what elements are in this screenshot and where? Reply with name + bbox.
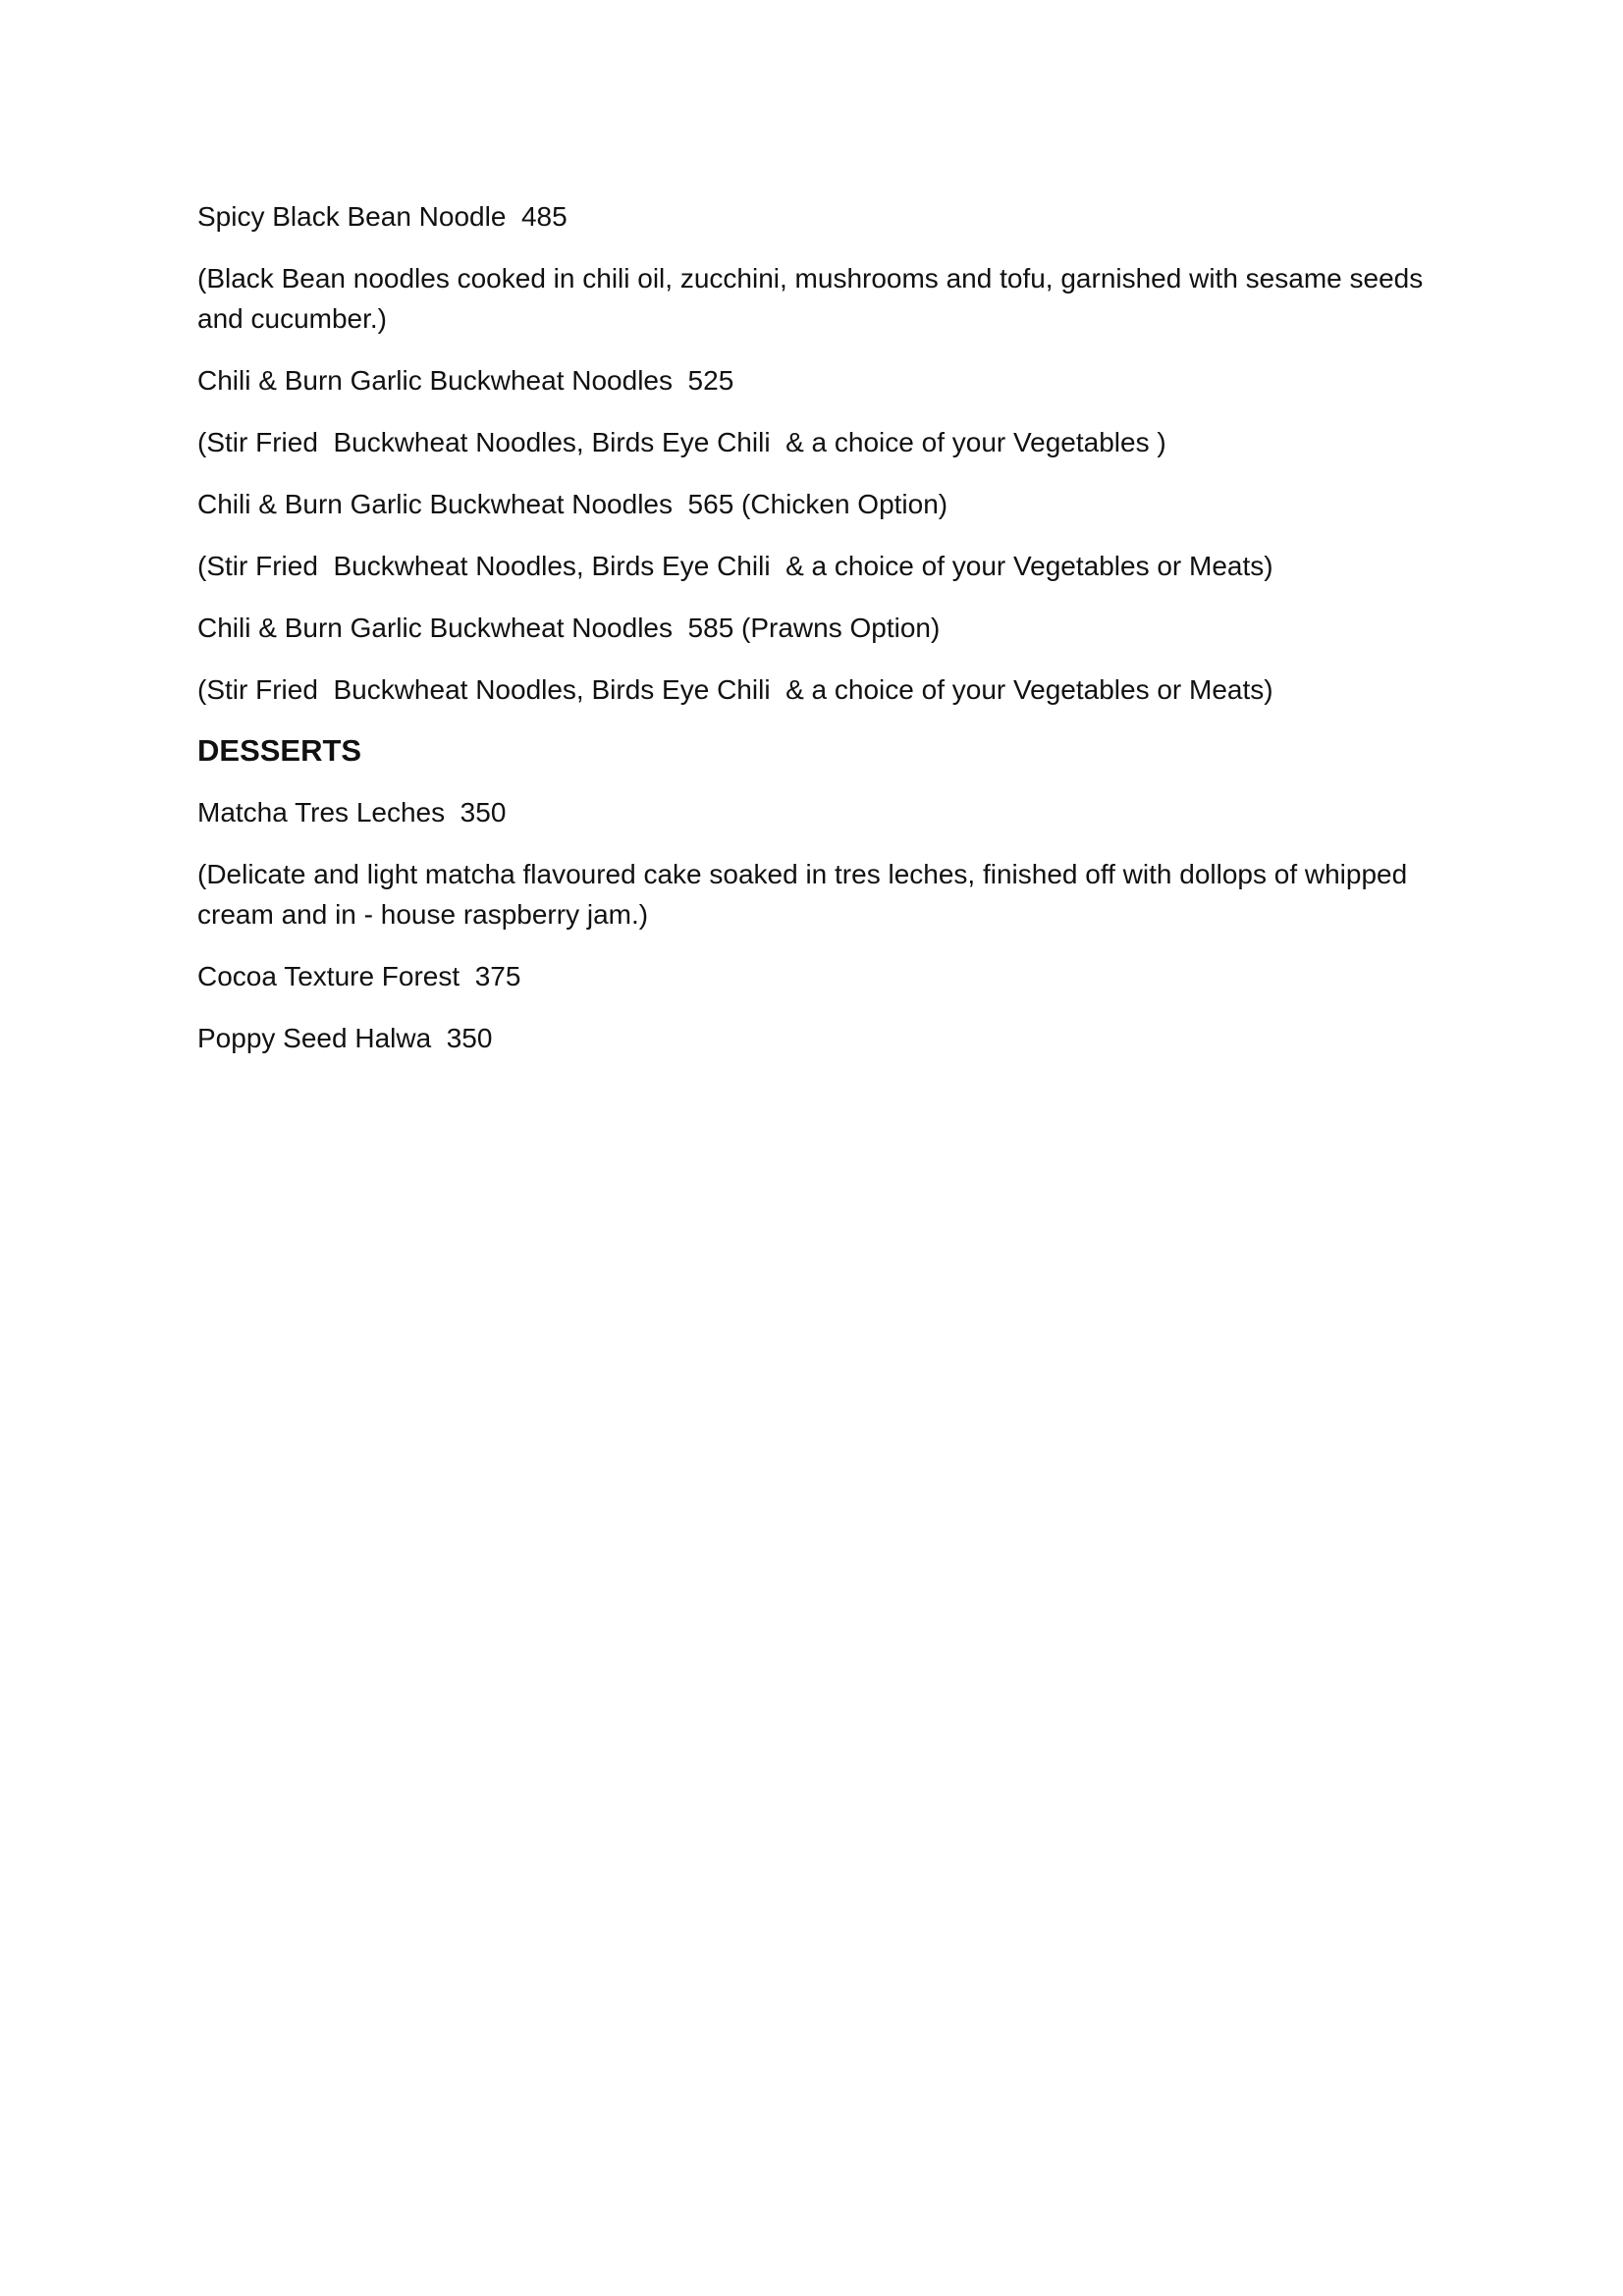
menu-item-name: Cocoa Texture Forest 375 (197, 961, 521, 991)
menu-item-name: Chili & Burn Garlic Buckwheat Noodles 585 (Prawns Option) (197, 613, 941, 643)
menu-item-name: Matcha Tres Leches 350 (197, 797, 507, 828)
desserts-heading: DESSERTS (197, 733, 362, 768)
menu-item-description: (Stir Fried Buckwheat Noodles, Birds Eye Chili & a choice of your Vegetables or Meats) (197, 674, 1273, 705)
menu-item-description: (Delicate and light matcha flavoured cake soaked in tres leches, finished off with dollops of whipped cream and in - house raspberry jam.) (197, 859, 1415, 930)
menu-item-description: (Stir Fried Buckwheat Noodles, Birds Eye Chili & a choice of your Vegetables ) (197, 427, 1166, 457)
menu-item-name: Poppy Seed Halwa 350 (197, 1023, 493, 1053)
menu-item-name: Spicy Black Bean Noodle 485 (197, 201, 568, 232)
menu-content (197, 196, 1434, 1080)
menu-item-description: (Black Bean noodles cooked in chili oil, zucchini, mushrooms and tofu, garnished with sesame seeds and cucumber.) (197, 263, 1431, 334)
menu-item-name: Chili & Burn Garlic Buckwheat Noodles 565 (Chicken Option) (197, 489, 948, 519)
menu-item-description: (Stir Fried Buckwheat Noodles, Birds Eye Chili & a choice of your Vegetables or Meats) (197, 551, 1273, 581)
menu-item-name: Chili & Burn Garlic Buckwheat Noodles 525 (197, 365, 734, 396)
